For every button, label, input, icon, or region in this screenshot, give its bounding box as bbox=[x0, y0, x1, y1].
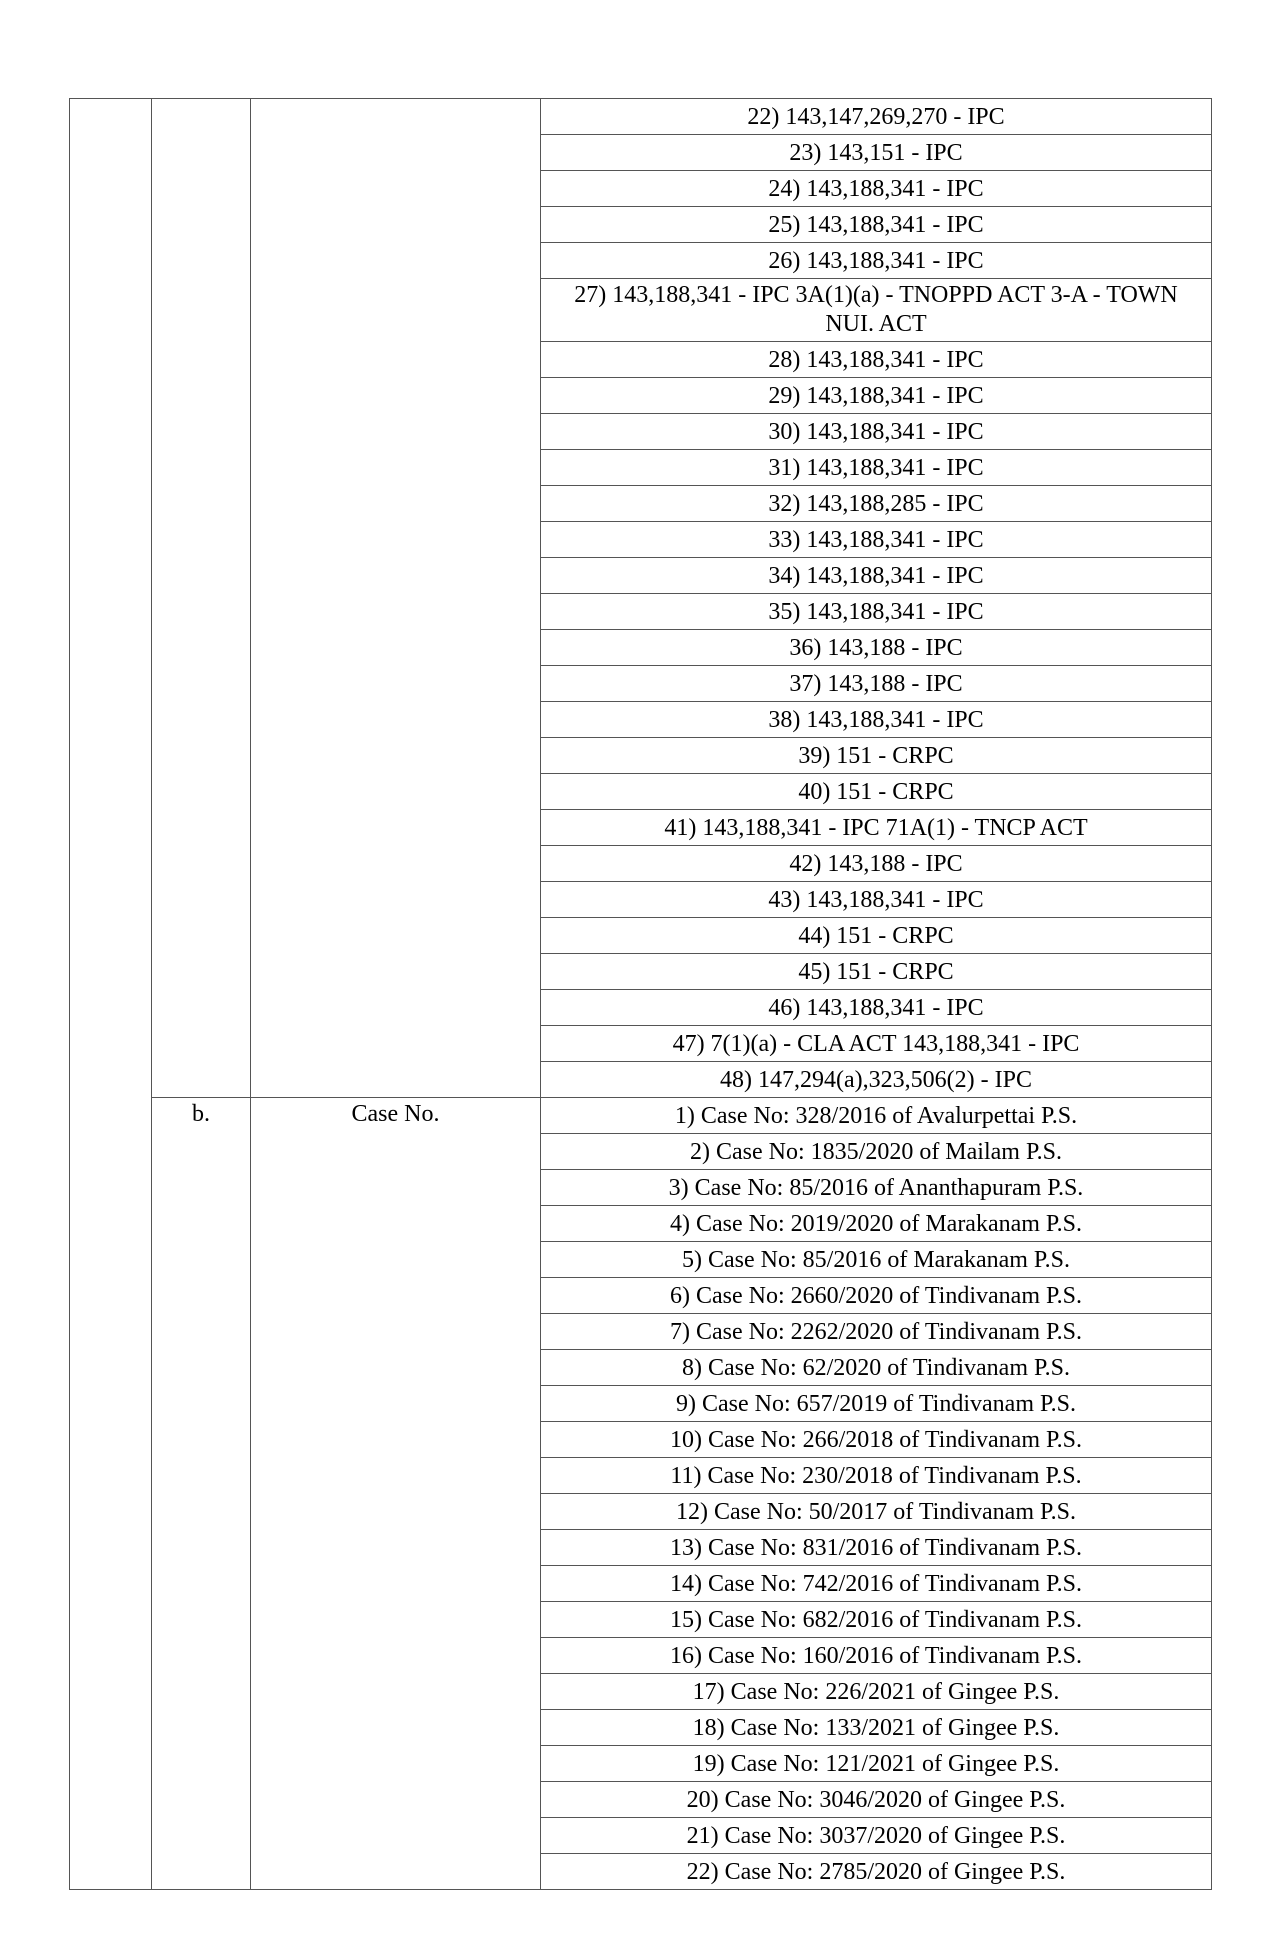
offence-entry: 39) 151 - CRPC bbox=[541, 738, 1212, 774]
case-entry: 3) Case No: 85/2016 of Ananthapuram P.S. bbox=[541, 1170, 1212, 1206]
case-entry: 15) Case No: 682/2016 of Tindivanam P.S. bbox=[541, 1602, 1212, 1638]
offence-entry: 43) 143,188,341 - IPC bbox=[541, 882, 1212, 918]
case-entry: 2) Case No: 1835/2020 of Mailam P.S. bbox=[541, 1134, 1212, 1170]
case-entry: 17) Case No: 226/2021 of Gingee P.S. bbox=[541, 1674, 1212, 1710]
case-entry: 18) Case No: 133/2021 of Gingee P.S. bbox=[541, 1710, 1212, 1746]
table-row bbox=[70, 99, 1212, 135]
case-table bbox=[69, 98, 1212, 1890]
offence-entry: 36) 143,188 - IPC bbox=[541, 630, 1212, 666]
case-entry: 16) Case No: 160/2016 of Tindivanam P.S. bbox=[541, 1638, 1212, 1674]
case-entry: 14) Case No: 742/2016 of Tindivanam P.S. bbox=[541, 1566, 1212, 1602]
offence-entry: 40) 151 - CRPC bbox=[541, 774, 1212, 810]
case-entry: 19) Case No: 121/2021 of Gingee P.S. bbox=[541, 1746, 1212, 1782]
case-entry: 21) Case No: 3037/2020 of Gingee P.S. bbox=[541, 1818, 1212, 1854]
case-entry: 5) Case No: 85/2016 of Marakanam P.S. bbox=[541, 1242, 1212, 1278]
case-entry: 13) Case No: 831/2016 of Tindivanam P.S. bbox=[541, 1530, 1212, 1566]
case-entry: 6) Case No: 2660/2020 of Tindivanam P.S. bbox=[541, 1278, 1212, 1314]
case-entry: 8) Case No: 62/2020 of Tindivanam P.S. bbox=[541, 1350, 1212, 1386]
offence-entry: 41) 143,188,341 - IPC 71A(1) - TNCP ACT bbox=[541, 810, 1212, 846]
offence-entry: 42) 143,188 - IPC bbox=[541, 846, 1212, 882]
case-entry: 7) Case No: 2262/2020 of Tindivanam P.S. bbox=[541, 1314, 1212, 1350]
case-entry: 20) Case No: 3046/2020 of Gingee P.S. bbox=[541, 1782, 1212, 1818]
case-entry: 1) Case No: 328/2016 of Avalurpettai P.S. bbox=[541, 1098, 1212, 1134]
offence-entry: 48) 147,294(a),323,506(2) - IPC bbox=[541, 1062, 1212, 1098]
offence-entry: 28) 143,188,341 - IPC bbox=[541, 342, 1212, 378]
offence-entry: 37) 143,188 - IPC bbox=[541, 666, 1212, 702]
section-b-label: b. bbox=[152, 1098, 251, 1890]
offence-entry: 24) 143,188,341 - IPC bbox=[541, 171, 1212, 207]
offence-entry: 34) 143,188,341 - IPC bbox=[541, 558, 1212, 594]
case-entry: 4) Case No: 2019/2020 of Marakanam P.S. bbox=[541, 1206, 1212, 1242]
case-entry: 12) Case No: 50/2017 of Tindivanam P.S. bbox=[541, 1494, 1212, 1530]
offence-entry: 44) 151 - CRPC bbox=[541, 918, 1212, 954]
table-row bbox=[70, 1098, 1212, 1134]
offence-entry: 38) 143,188,341 - IPC bbox=[541, 702, 1212, 738]
offence-entry: 32) 143,188,285 - IPC bbox=[541, 486, 1212, 522]
offence-entry: 29) 143,188,341 - IPC bbox=[541, 378, 1212, 414]
offence-entry: 30) 143,188,341 - IPC bbox=[541, 414, 1212, 450]
offence-entry: 35) 143,188,341 - IPC bbox=[541, 594, 1212, 630]
offence-entry: 26) 143,188,341 - IPC bbox=[541, 243, 1212, 279]
serial-column-cell bbox=[70, 99, 152, 1890]
item-column-cell bbox=[152, 99, 251, 1098]
particulars-column-cell bbox=[251, 99, 541, 1098]
offence-entry: 25) 143,188,341 - IPC bbox=[541, 207, 1212, 243]
offence-entry: 22) 143,147,269,270 - IPC bbox=[541, 99, 1212, 135]
section-b-title: Case No. bbox=[251, 1098, 541, 1890]
case-entry: 22) Case No: 2785/2020 of Gingee P.S. bbox=[541, 1854, 1212, 1890]
offence-entry: 33) 143,188,341 - IPC bbox=[541, 522, 1212, 558]
case-entry: 9) Case No: 657/2019 of Tindivanam P.S. bbox=[541, 1386, 1212, 1422]
case-entry: 11) Case No: 230/2018 of Tindivanam P.S. bbox=[541, 1458, 1212, 1494]
offence-entry: 47) 7(1)(a) - CLA ACT 143,188,341 - IPC bbox=[541, 1026, 1212, 1062]
offence-entry: 31) 143,188,341 - IPC bbox=[541, 450, 1212, 486]
offence-entry: 45) 151 - CRPC bbox=[541, 954, 1212, 990]
case-entry: 10) Case No: 266/2018 of Tindivanam P.S. bbox=[541, 1422, 1212, 1458]
offence-entry: 46) 143,188,341 - IPC bbox=[541, 990, 1212, 1026]
offence-entry: 27) 143,188,341 - IPC 3A(1)(a) - TNOPPD ACT 3-A - TOWN NUI. ACT bbox=[541, 279, 1212, 342]
case-table-body bbox=[70, 99, 1212, 1890]
offence-entry: 23) 143,151 - IPC bbox=[541, 135, 1212, 171]
